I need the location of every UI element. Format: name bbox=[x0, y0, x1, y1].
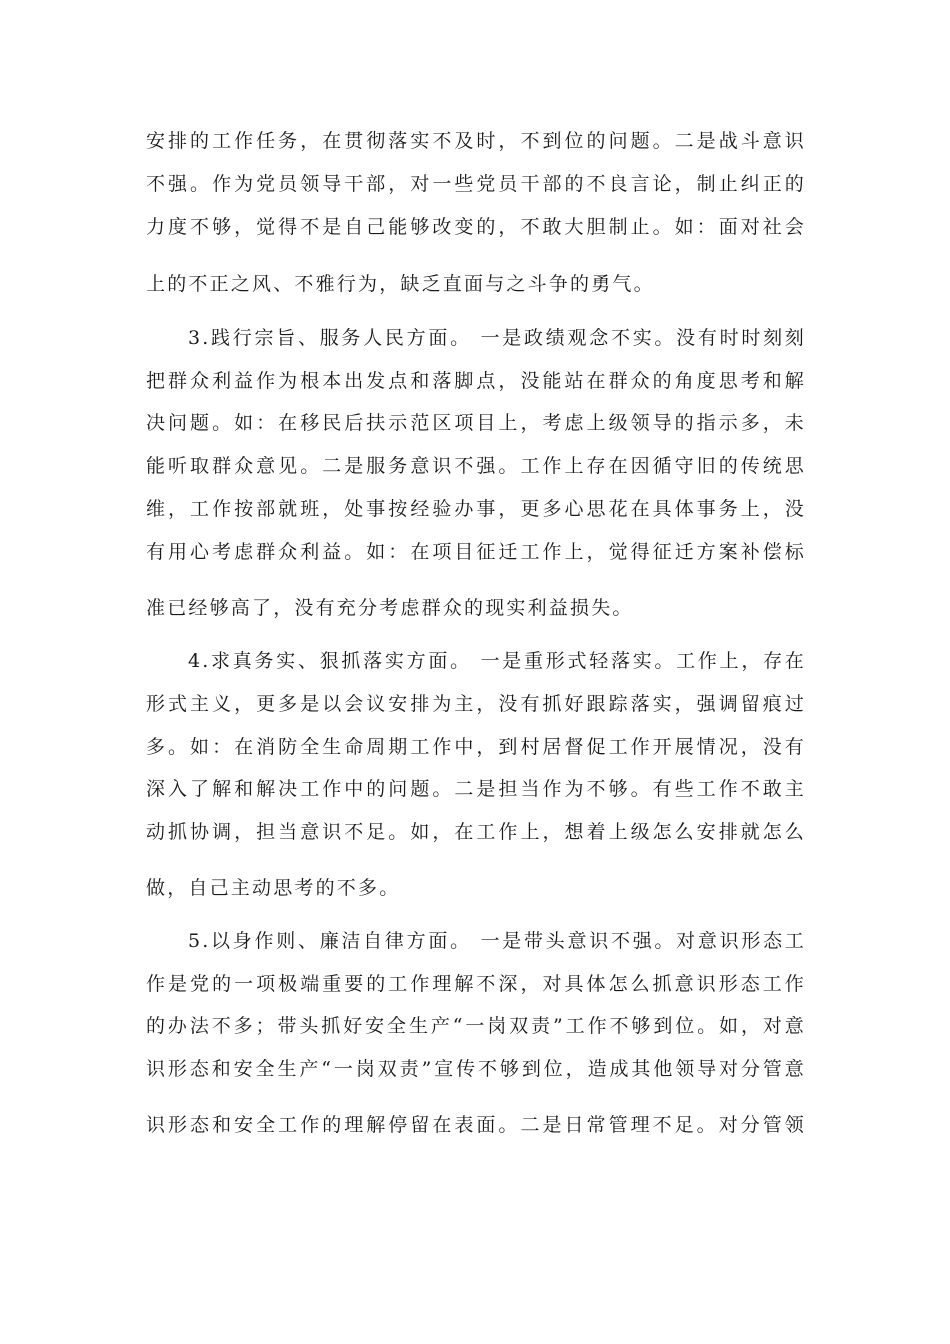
text-line: 多。如：在消防全生命周期工作中，到村居督促工作开展情况，没有 bbox=[146, 736, 806, 758]
text-line: 把群众利益作为根本出发点和落脚点，没能站在群众的角度思考和解 bbox=[146, 370, 806, 392]
text-line: 不强。作为党员领导干部，对一些党员干部的不良言论，制止纠正的 bbox=[146, 173, 806, 195]
text-line: 识形态和安全工作的理解停留在表面。二是日常管理不足。对分管领 bbox=[146, 1114, 806, 1136]
text-line: 的办法不多；带头抓好安全生产“一岗双责”工作不够到位。如，对意 bbox=[146, 1015, 806, 1037]
text-line: 决问题。如：在移民后扶示范区项目上，考虑上级领导的指示多，未 bbox=[146, 412, 806, 434]
text-line: 安排的工作任务，在贯彻落实不及时，不到位的问题。二是战斗意识 bbox=[146, 130, 806, 152]
text-line: 形式主义，更多是以会议安排为主，没有抓好跟踪落实，强调留痕过 bbox=[146, 693, 806, 715]
text-line: 有用心考虑群众利益。如：在项目征迁工作上，觉得征迁方案补偿标 bbox=[146, 541, 806, 563]
paragraph-4-heading-line: 4.求真务实、狠抓落实方面。 一是重形式轻落实。工作上，存在 bbox=[188, 650, 806, 672]
text-line: 准已经够高了，没有充分考虑群众的现实利益损失。 bbox=[146, 597, 634, 619]
paragraph-3-heading-line: 3.践行宗旨、服务人民方面。 一是政绩观念不实。没有时时刻刻 bbox=[188, 327, 806, 349]
text-line: 动抓协调，担当意识不足。如，在工作上，想着上级怎么安排就怎么 bbox=[146, 821, 806, 843]
text-line: 识形态和安全生产“一岗双责”宣传不够到位，造成其他领导对分管意 bbox=[146, 1058, 806, 1080]
paragraph-5-heading-line: 5.以身作则、廉洁自律方面。 一是带头意识不强。对意识形态工 bbox=[188, 930, 806, 952]
text-line: 作是党的一项极端重要的工作理解不深，对具体怎么抓意识形态工作 bbox=[146, 973, 806, 995]
text-line: 深入了解和解决工作中的问题。二是担当作为不够。有些工作不敢主 bbox=[146, 778, 806, 800]
text-line: 上的不正之风、不雅行为，缺乏直面与之斗争的勇气。 bbox=[146, 273, 655, 295]
text-line: 力度不够，觉得不是自己能够改变的，不敢大胆制止。如：面对社会 bbox=[146, 216, 806, 238]
text-line: 维，工作按部就班，处事按经验办事，更多心思花在具体事务上，没 bbox=[146, 498, 806, 520]
text-line: 做，自己主动思考的不多。 bbox=[146, 877, 401, 899]
text-line: 能听取群众意见。二是服务意识不强。工作上存在因循守旧的传统思 bbox=[146, 455, 806, 477]
